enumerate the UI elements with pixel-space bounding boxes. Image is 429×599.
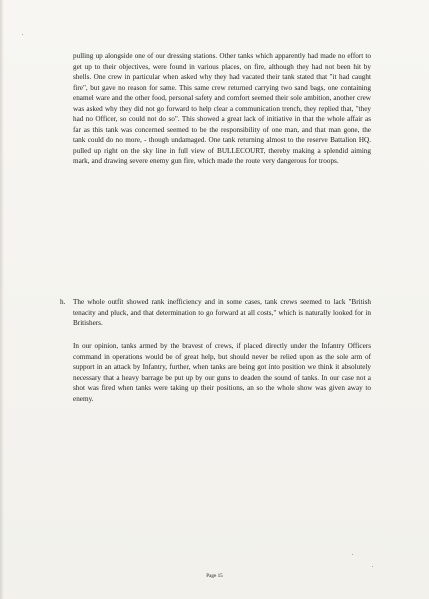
page-number: Page 15: [206, 573, 223, 579]
paragraph-marker-h: h.: [60, 298, 66, 306]
scan-speck: [372, 566, 373, 567]
scan-speck: [22, 34, 23, 35]
scan-speck: [352, 554, 353, 555]
paragraph-continuation: pulling up alongside one of our dressing stations. Other tanks which apparently had made no effort to get up to their objectives, were found in various places, on fire, although they had not been hit by shells. One crew in particular when asked why they had vacated their tank stated that "it had caught fire", but gave no reason for same. This same crew returned carrying two sand bags, one containing enamel ware and the other food, personal safety and comfort seemed their sole ambition, another crew was asked why they did not go forward to help clear a communication trench, they replied that, "they had no Officer, so could not do so". This showed a great lack of initiative in that the whole affair as far as this tank was concerned seemed to be the responsibility of one man, and that man gone, the tank could do no more, - though undamaged. One tank returning almost to the reserve Battalion HQ. pulled up right on the sky line in full view of BULLECOURT, thereby making a splendid aiming mark, and drawing severe enemy gun fire, which made the route very dangerous for troops.: [73, 52, 371, 166]
paragraph-h: The whole outfit showed rank inefficiency and in some cases, tank crews seemed to lack "British tenacity and pluck, and that determination to go forward at all costs," which is naturally looked for in Britishers.: [73, 298, 371, 328]
page-edge-shadow: [0, 0, 4, 599]
paragraph-opinion: In our opinion, tanks armed by the bravest of crews, if placed directly under the Infantry Officers command in operations would be of great help, but should never be relied upon as the sole arm of support in an attack by Infantry, further, when tanks are being got into position we think it absolutely necessary that a heavy barrage be put up by our guns to deaden the sound of tanks. In our case not a shot was fired when tanks were taking up their positions, an so the whole show was given away to enemy.: [73, 342, 371, 403]
